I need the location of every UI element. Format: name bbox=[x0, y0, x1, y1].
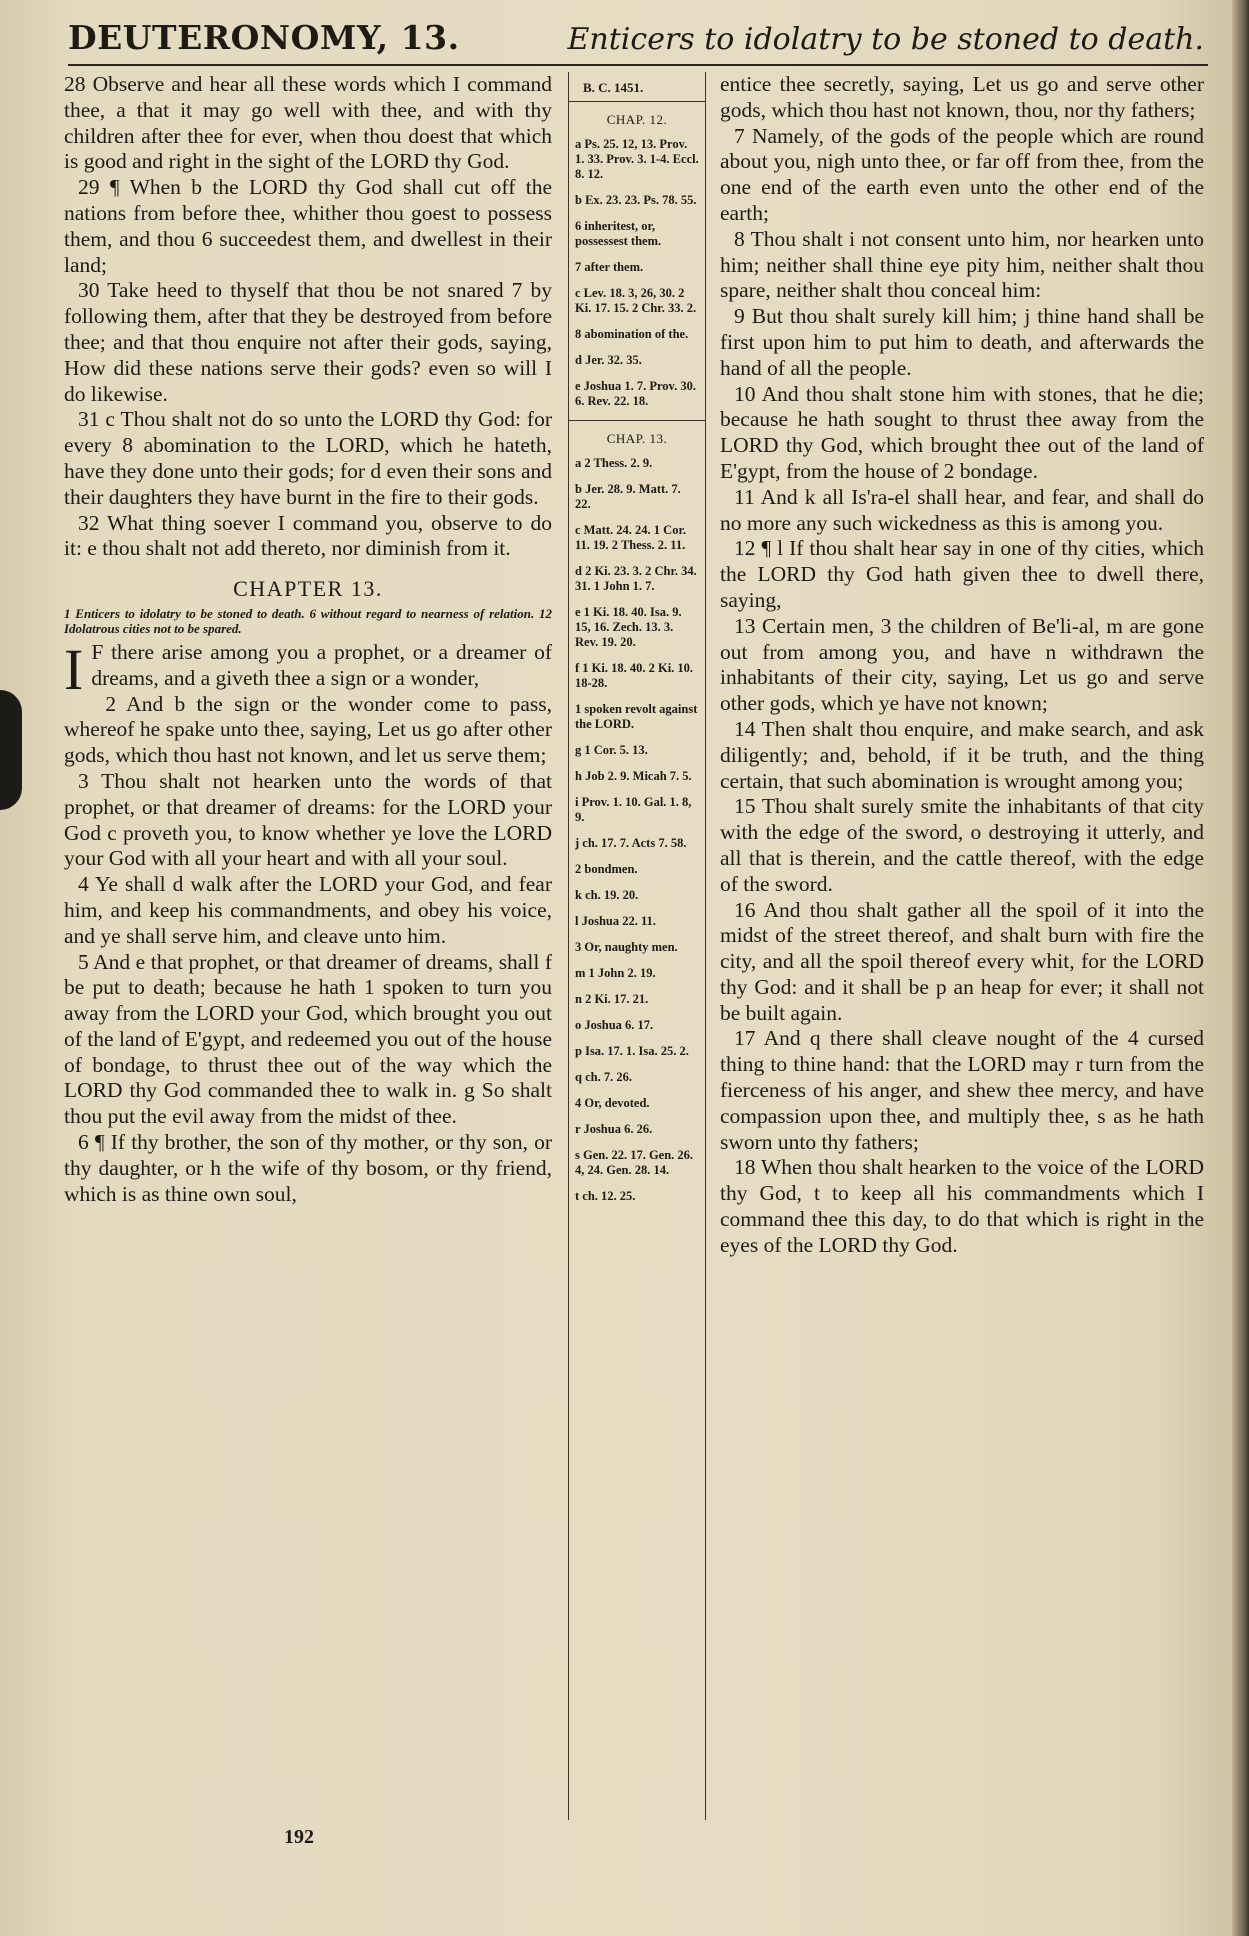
cross-reference: e 1 Ki. 18. 40. Isa. 9. 15, 16. Zech. 13. 3. Rev. 19. 20. bbox=[575, 605, 682, 649]
cross-reference-column bbox=[568, 72, 706, 1820]
page-edge-shadow bbox=[1232, 0, 1249, 1936]
running-header bbox=[68, 14, 1208, 66]
chapter-heading: CHAPTER 13. bbox=[233, 576, 383, 602]
cross-reference: b Ex. 23. 23. Ps. 78. 55. bbox=[575, 193, 697, 207]
cross-reference: s Gen. 22. 17. Gen. 26. 4, 24. Gen. 28. 14. bbox=[575, 1148, 694, 1177]
cross-reference: e Joshua 1. 7. Prov. 30. 6. Rev. 22. 18. bbox=[575, 379, 696, 408]
verse-paragraph: entice thee secretly, saying, Let us go and serve other gods, which thou hast not known, thou, nor thy fathers; bbox=[720, 72, 1204, 122]
cross-reference: j ch. 17. 7. Acts 7. 58. bbox=[575, 836, 687, 850]
divider bbox=[569, 420, 705, 421]
cross-reference: 3 Or, naughty men. bbox=[575, 940, 678, 954]
cross-reference: a Ps. 25. 12, 13. Prov. 1. 33. Prov. 3. 1-4. Eccl. 8. 12. bbox=[575, 137, 699, 181]
page-number: 192 bbox=[284, 1826, 314, 1848]
cross-reference: o Joshua 6. 17. bbox=[575, 1018, 654, 1032]
cross-reference: 4 Or, devoted. bbox=[575, 1096, 650, 1110]
page-summary: Enticers to idolatry to be stoned to death. bbox=[567, 22, 1204, 57]
verse-paragraph: 10 And thou shalt stone him with stones, that he die; because he hath sought to thrust thee away from the LORD thy God, which brought thee out of the land of E'gypt, from the house of 2 bondage. bbox=[720, 381, 1204, 483]
verse-paragraph: 17 And q there shall cleave nought of the 4 cursed thing to thine hand: that the LORD may r turn from the fierceness of his anger, and shew thee mercy, and have compassion upon thee, and multiply thee, s as he hath sworn unto thy fathers; bbox=[720, 1026, 1204, 1154]
verse-paragraph: 11 And k all Is'ra-el shall hear, and fear, and shall do no more any such wickedness as this is among you. bbox=[720, 484, 1204, 535]
cross-reference: 1 spoken revolt against the LORD. bbox=[575, 702, 698, 731]
chapter-summary: 1 Enticers to idolatry to be stoned to death. 6 without regard to nearness of relation. 12 Idolatrous cities not to be spared. bbox=[64, 605, 552, 636]
cross-reference: t ch. 12. 25. bbox=[575, 1189, 636, 1203]
cross-reference: b Jer. 28. 9. Matt. 7. 22. bbox=[575, 482, 681, 511]
cross-reference: 2 bondmen. bbox=[575, 862, 638, 876]
verse-paragraph: 3 Thou shalt not hearken unto the words of that prophet, or that dreamer of dreams: for the LORD your God c proveth you, to know whether ye love the LORD your God with all your heart and with all your soul. bbox=[64, 768, 552, 871]
cross-reference: g 1 Cor. 5. 13. bbox=[575, 743, 648, 757]
cross-reference: h Job 2. 9. Micah 7. 5. bbox=[575, 769, 692, 783]
verse-paragraph: 6 ¶ If thy brother, the son of thy mother, or thy son, or thy daughter, or h the wife of thy bosom, or thy friend, which is as thine own soul, bbox=[64, 1130, 552, 1206]
verse-paragraph: 4 Ye shall d walk after the LORD your God, and fear him, and keep his commandments, and obey his voice, and ye shall serve him, and cleave unto him. bbox=[64, 872, 552, 948]
reference-chapter-heading: CHAP. 12. bbox=[606, 112, 668, 127]
verse-paragraph: 29 ¶ When b the LORD thy God shall cut off the nations from before thee, whither thou goest to possess them, and thou 6 succeedest them, and dwellest in their land; bbox=[64, 175, 552, 277]
drop-cap: I bbox=[64, 636, 84, 702]
cross-reference: p Isa. 17. 1. Isa. 25. 2. bbox=[575, 1044, 689, 1058]
first-verse-text: F there arise among you a prophet, or a dreamer of dreams, and a giveth thee a sign or a wonder, bbox=[91, 639, 552, 690]
cross-reference: a 2 Thess. 2. 9. bbox=[575, 456, 653, 470]
cross-reference: l Joshua 22. 11. bbox=[575, 914, 656, 928]
cross-reference: n 2 Ki. 17. 21. bbox=[575, 992, 649, 1006]
book-chapter-title: DEUTERONOMY, 13. bbox=[68, 18, 460, 57]
verse-paragraph: 7 Namely, of the gods of the people which are round about you, nigh unto thee, or far off from thee, from the one end of the earth even unto the other end of the earth; bbox=[720, 123, 1204, 225]
right-text-column bbox=[720, 72, 1204, 1259]
first-verse bbox=[64, 636, 552, 702]
verse-paragraph: 5 And e that prophet, or that dreamer of dreams, shall f be put to death; because he hath 1 spoken to turn you away from the LORD your God, which brought you out of the land of E'gypt, and redeemed you out of the house of bondage, to thrust thee out of the way which the LORD thy God commanded thee to walk in. g So shalt thou put the evil away from the midst of thee. bbox=[64, 949, 552, 1129]
cross-reference: c Matt. 24. 24. 1 Cor. 11. 19. 2 Thess. 2. 11. bbox=[575, 523, 686, 552]
cross-reference: k ch. 19. 20. bbox=[575, 888, 639, 902]
verse-paragraph: 2 And b the sign or the wonder come to pass, whereof he spake unto thee, saying, Let us go after other gods, which thou hast not known, and let us serve them; bbox=[64, 691, 552, 768]
cross-reference: d Jer. 32. 35. bbox=[575, 353, 642, 367]
cross-reference: d 2 Ki. 23. 3. 2 Chr. 34. 31. 1 John 1. 7. bbox=[575, 564, 697, 593]
cross-reference: m 1 John 2. 19. bbox=[575, 966, 656, 980]
cross-reference: i Prov. 1. 10. Gal. 1. 8, 9. bbox=[575, 795, 692, 824]
verse-paragraph: 16 And thou shalt gather all the spoil of it into the midst of the street thereof, and shalt burn with fire the city, and all the spoil thereof every whit, for the LORD thy God: and it shall be p an heap for ever; it shall not be built again. bbox=[720, 897, 1204, 1025]
cross-reference: c Lev. 18. 3, 26, 30. 2 Ki. 17. 15. 2 Chr. 33. 2. bbox=[575, 286, 697, 315]
cross-reference: r Joshua 6. 26. bbox=[575, 1122, 653, 1136]
verse-paragraph: 12 ¶ l If thou shalt hear say in one of thy cities, which the LORD thy God hath given thee to dwell there, saying, bbox=[720, 536, 1204, 612]
verse-paragraph: 8 Thou shalt i not consent unto him, nor hearken unto him; neither shall thine eye pity him, neither shalt thou spare, neither shalt thou conceal him: bbox=[720, 226, 1204, 303]
verse-paragraph: 28 Observe and hear all these words which I command thee, a that it may go well with thee, and with thy children after thee for ever, when thou doest that which is good and right in the sight of the LORD thy God. bbox=[64, 72, 552, 174]
cross-reference: q ch. 7. 26. bbox=[575, 1070, 632, 1084]
verse-paragraph: 13 Certain men, 3 the children of Be'li-al, m are gone out from among you, and have n withdrawn the inhabitants of their city, saying, Let us go and serve other gods, which ye have not known; bbox=[720, 613, 1204, 716]
verse-paragraph: 18 When thou shalt hearken to the voice of the LORD thy God, t to keep all his commandments which I command thee this day, to do that which is right in the eyes of the LORD thy God. bbox=[720, 1155, 1204, 1257]
verse-paragraph: 31 c Thou shalt not do so unto the LORD thy God: for every 8 abomination to the LORD, which he hateth, have they done unto their gods; for d even their sons and their daughters they have burnt in the fire to their gods. bbox=[64, 407, 552, 509]
left-text-column bbox=[64, 72, 552, 1207]
cross-reference: f 1 Ki. 18. 40. 2 Ki. 10. 18-28. bbox=[575, 661, 694, 690]
reference-chapter-heading: CHAP. 13. bbox=[606, 431, 668, 446]
cross-reference: 8 abomination of the. bbox=[575, 327, 689, 341]
verse-paragraph: 9 But thou shalt surely kill him; j thine hand shall be first upon him to put him to death, and afterwards the hand of all the people. bbox=[720, 304, 1204, 380]
year-marker: B. C. 1451. bbox=[583, 80, 644, 95]
verse-paragraph: 32 What thing soever I command you, observe to do it: e thou shalt not add thereto, nor diminish from it. bbox=[64, 510, 552, 561]
divider bbox=[569, 101, 705, 102]
cross-reference: 7 after them. bbox=[575, 260, 644, 274]
thumb-index-tab bbox=[0, 690, 22, 810]
verse-paragraph: 15 Thou shalt surely smite the inhabitants of that city with the edge of the sword, o destroying it utterly, and all that is therein, and the cattle thereof, with the edge of the sword. bbox=[720, 794, 1204, 896]
cross-reference: 6 inheritest, or, possessest them. bbox=[575, 219, 662, 248]
verse-paragraph: 30 Take heed to thyself that thou be not snared 7 by following them, after that they be destroyed from before thee; and that thou enquire not after their gods, saying, How did these nations serve their gods? even so will I do likewise. bbox=[64, 278, 552, 406]
verse-paragraph: 14 Then shalt thou enquire, and make search, and ask diligently; and, behold, if it be truth, and the thing certain, that such abomination is wrought among you; bbox=[720, 716, 1204, 793]
